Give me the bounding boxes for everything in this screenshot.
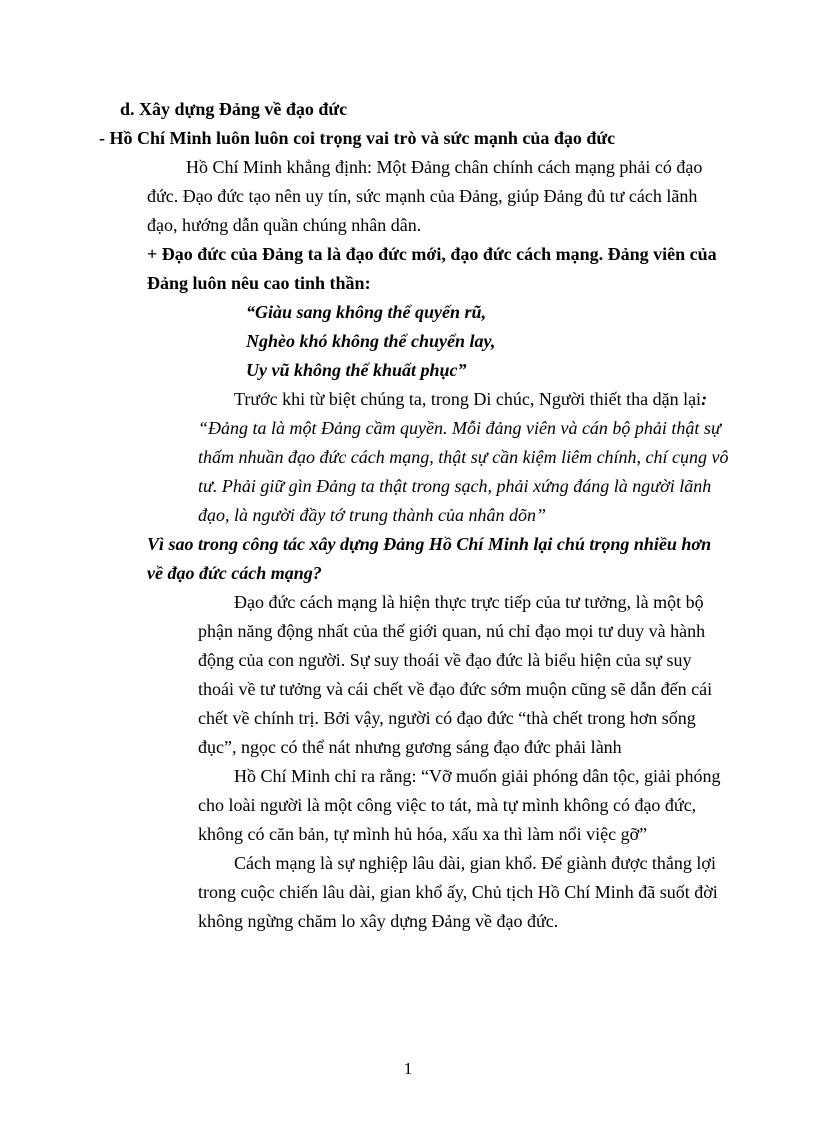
subheading: - Hồ Chí Minh luôn luôn coi trọng vai trò và sức mạnh của đạo đức [99,128,616,148]
verse-line: Uy vũ không thể khuất phục” [246,360,467,380]
testament-quote-line: tư. Phải giữ gìn Đảng ta thật trong sạch, phải xứng đáng là người lãnh [198,476,712,496]
paragraph-line: đức. Đạo đức tạo nên uy tín, sức mạnh của Đảng, giúp Đảng đủ tư cách lãnh [147,186,698,206]
question-line: về đạo đức cách mạng? [147,563,322,583]
section-heading: d. Xây dựng Đảng về đạo đức [120,99,348,119]
testament-quote-line: thấm nhuần đạo đức cách mạng, thật sự cần kiệm liêm chính, chí cụng vô [198,447,729,467]
paragraph-line: trong cuộc chiến lâu dài, gian khổ ấy, Chủ tịch Hồ Chí Minh đã suốt đời [198,882,718,902]
testament-intro: Trước khi từ biệt chúng ta, trong Di chúc, Người thiết tha dặn lại: [234,389,708,409]
verse-line: “Giàu sang không thể quyến rũ, [246,302,487,322]
paragraph-line: Cách mạng là sự nghiệp lâu dài, gian khổ. Để giành được thắng lợi [234,853,716,873]
paragraph-line: không ngừng chăm lo xây dựng Đảng về đạo đức. [198,911,559,931]
paragraph-line: Hồ Chí Minh chỉ ra rằng: “Vỡ muốn giải phóng dân tộc, giải phóng [234,766,721,786]
paragraph-line: không có căn bản, tự mình hủ hóa, xấu xa thì làm nổi việc gỡ” [198,824,648,844]
paragraph-line: thoái về tư tưởng và cái chết về đạo đức sớm muộn cũng sẽ dẫn đến cái [198,679,713,699]
paragraph-line: chết về chính trị. Bởi vậy, người có đạo đức “thà chết trong hơn sống [198,708,696,728]
paragraph-line: đục”, ngọc có thể nát nhưng gương sáng đạo đức phải lành [198,737,622,757]
question-line: Vì sao trong công tác xây dựng Đảng Hồ Chí Minh lại chú trọng nhiều hơn [147,534,712,554]
paragraph-line: phận năng động nhất của thế giới quan, nú chỉ đạo mọi tư duy và hành [198,621,706,641]
paragraph-line: cho loài người là một công việc to tát, mà tự mình không có đạo đức, [198,795,697,815]
bold-point-line: + Đạo đức của Đảng ta là đạo đức mới, đạo đức cách mạng. Đảng viên của [147,244,717,264]
paragraph-line: động của con người. Sự suy thoái về đạo đức là biểu hiện của sự suy [198,650,692,670]
paragraph-line: đạo, hướng dẫn quần chúng nhân dân. [147,215,422,235]
paragraph-line: Hồ Chí Minh khẳng định: Một Đảng chân chính cách mạng phải có đạo [186,157,703,177]
testament-quote-line: đạo, là người đầy tớ trung thành của nhân dõn” [198,505,547,525]
paragraph-line: Đạo đức cách mạng là hiện thực trực tiếp của tư tưởng, là một bộ [234,592,704,612]
verse-line: Nghèo khó không thể chuyển lay, [246,331,496,351]
testament-quote-line: “Đảng ta là một Đảng cầm quyền. Mỗi đảng viên và cán bộ phải thật sự [198,418,721,438]
bold-point-line: Đảng luôn nêu cao tinh thần: [147,273,371,293]
page-number: 1 [403,1059,413,1078]
